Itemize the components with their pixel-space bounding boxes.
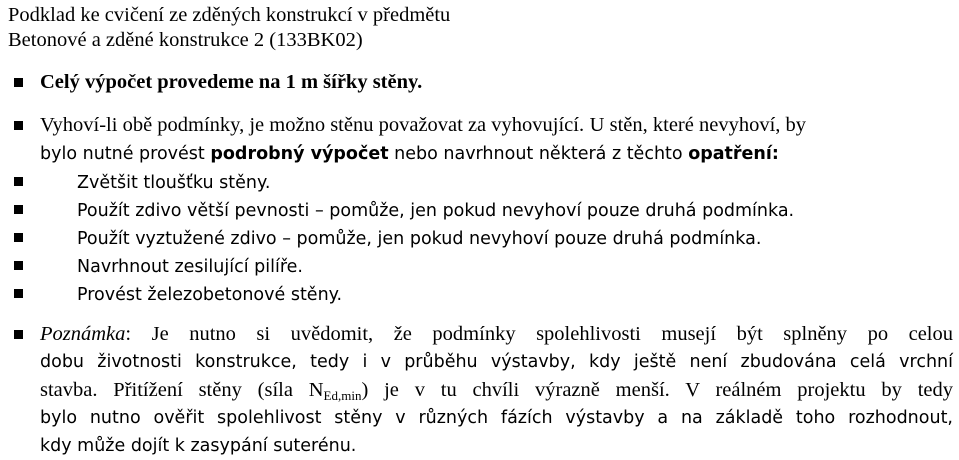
header-line-2: Betonové a zděné konstrukce 2 (133BK02) [8, 29, 363, 51]
bullet-icon [14, 121, 23, 130]
measure-item: Provést železobetonové stěny. [77, 285, 343, 305]
point-2-part-a: Vyhoví-li obě podmínky, je možno stěnu považovat za vyhovující. [40, 114, 585, 136]
note-text-1: : Je nutno si uvědomit, že podmínky spolehlivosti musejí být splněny po celou [125, 323, 953, 345]
measure-item: Navrhnout zesilující pilíře. [77, 257, 303, 277]
note-text-3-pre: stavba. Přitížení stěny (síla N [40, 379, 324, 401]
point-2-part-c-mid: nebo navrhnout některá z těchto [394, 144, 683, 164]
note-line-3 [40, 378, 953, 408]
measure-item: Zvětšit tloušťku stěny. [77, 173, 271, 193]
bullet-icon [14, 233, 23, 242]
note-subscript: Ed,min [323, 388, 362, 403]
measure-item: Použít zdivo větší pevnosti – pomůže, jen pokud nevyhoví pouze druhá podmínka. [77, 201, 795, 221]
header-line-1: Podklad ke cvičení ze zděných konstrukcí v předmětu [8, 4, 451, 26]
bullet-icon [14, 78, 23, 87]
bullet-icon [14, 205, 23, 214]
point-2-bold-1: podrobný výpočet [210, 144, 389, 164]
bullet-icon [14, 177, 23, 186]
point-2-colon: : [771, 144, 779, 164]
bullet-icon [14, 289, 23, 298]
point-2-part-b: U stěn, které nevyhoví, by [589, 114, 807, 136]
point-2-part-c-pre: bylo nutné provést [40, 144, 205, 164]
measure-item: Použít vyztužené zdivo – pomůže, jen pokud nevyhoví pouze druhá podmínka. [77, 229, 762, 249]
point-2-bold-2: opatření [688, 144, 772, 164]
point-2-line-2 [40, 142, 953, 166]
note-line-1 [40, 322, 953, 346]
note-line-4: bylo nutno ověřit spolehlivost stěny v různých fázích výstavby a na základě toho rozhodnout, [40, 408, 953, 428]
bullet-icon [14, 261, 23, 270]
note-label: Poznámka [40, 323, 126, 345]
note-line-5: kdy může dojít k zasypání suterénu. [40, 436, 357, 456]
note-line-2: dobu životnosti konstrukce, tedy i v průběhu výstavby, kdy ještě není zbudována celá vrchní [40, 352, 953, 372]
point-1-text: Celý výpočet provedeme na 1 m šířky stěny. [40, 71, 423, 93]
bullet-icon [14, 330, 23, 339]
point-2-line-1 [40, 113, 953, 138]
note-text-3-post: ) je v tu chvíli výrazně menší. V reálném projektu by tedy [361, 379, 953, 401]
